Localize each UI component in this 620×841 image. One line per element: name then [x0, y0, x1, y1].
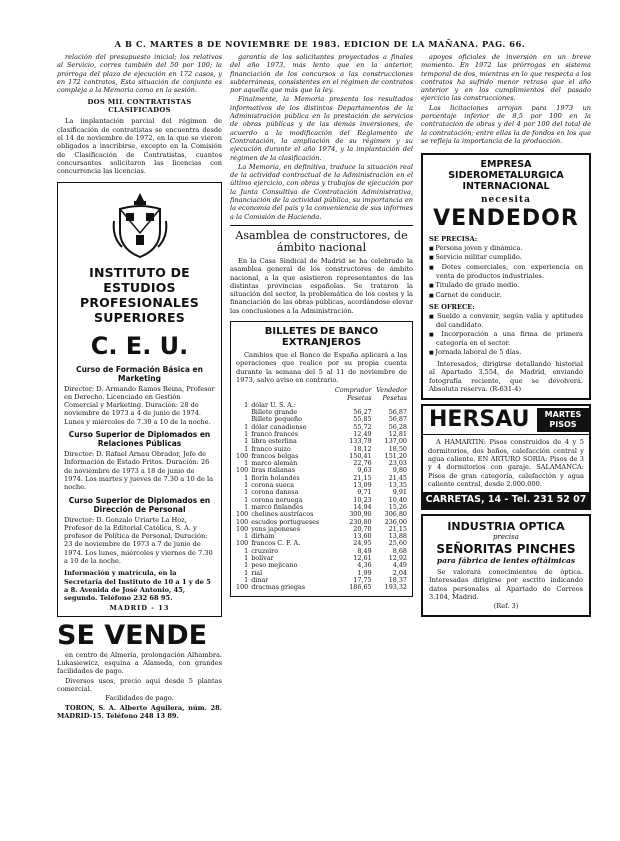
rate-quantity: 1 — [244, 481, 249, 490]
column-header-buy: Comprador — [334, 386, 372, 395]
rate-quantity: 1 — [244, 575, 249, 584]
coat-of-arms-icon — [110, 191, 170, 259]
rate-buy: 55,85 — [353, 415, 372, 424]
section-heading: DOS MIL CONTRATISTAS CLASIFICADOS — [87, 98, 192, 115]
rate-currency: francos belgas — [251, 451, 299, 460]
rate-quantity: 100 — [236, 583, 249, 592]
rate-buy: 24,95 — [353, 539, 372, 548]
rate-currency: corona danesa — [251, 488, 299, 497]
rate-sell: 306,80 — [384, 510, 407, 519]
institute-city: MADRID - 13 — [109, 603, 170, 612]
optica-needs: precisa — [493, 533, 519, 542]
list-item: ■ Incorporación a una firma de primera categoría en el sector. — [429, 330, 583, 348]
bank-notes-box — [230, 321, 413, 597]
rate-currency: peso mejicano — [251, 561, 298, 570]
offers-list — [429, 312, 583, 357]
course-description-marketing: Director: D. Armando Ramos Reina, Profesor en Derecho. Licenciado en Gestión Comercial y Marketing. Duración: 28 de noviembre de 1973 a 4 de junio de 1974. Lunes y miércoles de 7.30 a 10 de la noche. — [64, 384, 215, 426]
list-item: ■ Jornada laboral de 5 días. — [429, 348, 583, 357]
list-item: ■ Sueldo a convenir, según valía y aptitudes del candidato. — [429, 312, 583, 330]
column-3 — [421, 53, 591, 838]
rate-row — [236, 584, 407, 591]
rate-currency: dinar — [251, 575, 269, 584]
rate-sell: 21,15 — [388, 524, 407, 533]
rate-buy: 12,61 — [353, 554, 372, 563]
rate-currency: francos C. F. A. — [251, 539, 301, 548]
rate-buy: 133,79 — [349, 437, 372, 446]
rate-buy: 1,99 — [357, 568, 372, 577]
rate-quantity: 100 — [236, 524, 249, 533]
sale-text-2: Diversos usos, precio aquí desde 5 plantas comercial. — [57, 676, 222, 693]
rate-buy: 4,36 — [357, 561, 372, 570]
rate-quantity: 1 — [244, 568, 249, 577]
ceu-logo-text: C. E. U. — [90, 331, 189, 360]
rate-quantity: 1 — [244, 473, 249, 482]
sale-title: SE VENDE — [57, 619, 208, 651]
rate-quantity: 1 — [244, 561, 249, 570]
rate-currency: franco francés — [251, 429, 298, 438]
bank-title-line2: EXTRANJEROS — [281, 337, 362, 349]
rate-sell: 13,88 — [388, 532, 407, 541]
course-description-relations: Director: D. Rafael Arnau Obrador, Jefe de Información de Estado Fritos. Duración: 26 de noviembre de 1973 a 18 de junio de 1974. Los martes y jueves de 7.30 a 10 de la noche. — [64, 450, 214, 492]
rate-currency: yens japoneses — [251, 524, 300, 533]
rate-quantity — [236, 409, 251, 416]
rate-buy: 56,27 — [353, 408, 372, 417]
optica-for: para fábrica de lentes oftálmicas — [436, 556, 576, 566]
rate-currency: marco finlandés — [251, 502, 304, 511]
institute-name-line2: PROFESIONALES SUPERIORES — [79, 294, 199, 325]
rate-quantity: 1 — [244, 459, 249, 468]
rate-sell: 4,49 — [392, 561, 407, 570]
rate-sell: 56,28 — [388, 422, 407, 431]
rate-sell: 13,35 — [388, 481, 407, 490]
sale-text: en centro de Almería, prolongación Alhambra. Lukasiewicz, esquina a Alameda, con grandes facilidades de pago. — [57, 650, 222, 676]
rate-currency: liras italianas — [251, 466, 295, 475]
rate-buy: 12,49 — [353, 429, 372, 438]
rate-currency: corona noruega — [251, 495, 303, 504]
rate-buy: 18,12 — [353, 444, 372, 453]
rate-buy: 8,49 — [357, 546, 372, 555]
rate-quantity: 100 — [236, 466, 249, 475]
hersau-header — [423, 406, 589, 435]
optica-ref: (Ref. 3) — [493, 602, 519, 611]
rate-sell: 10,40 — [388, 495, 407, 504]
rate-buy: 13,09 — [353, 481, 372, 490]
sale-contact: TORON, S. A. Alberto Aguilera, núm. 28. MADRID-15. Teléfono 248 13 89. — [57, 703, 222, 720]
rate-currency: escudos portugueses — [251, 517, 320, 526]
rate-currency: florín holandés — [251, 473, 300, 482]
institute-name-line1: INSTITUTO DE ESTUDIOS — [89, 264, 190, 295]
sale-advert — [57, 621, 222, 720]
rate-buy: 55,72 — [353, 422, 372, 431]
exchange-rates-table — [236, 387, 407, 591]
rate-sell: 18,37 — [388, 575, 407, 584]
article-paragraph: Las licitaciones arrojan para 1973 un porcentaje inferior de 8,5 por 100 en la contratación de obras y del 4 por 100 del total de la contratación; entre ellas la de fondos en los que se refleja la importancia de la producción. — [421, 103, 591, 145]
rate-quantity: 1 — [244, 546, 249, 555]
rate-currency: bolívar — [251, 554, 274, 563]
rate-buy: 150,41 — [349, 451, 372, 460]
company-name-line2: INTERNACIONAL — [462, 181, 550, 193]
article-paragraph: garantía de los solicitantes proyectados a finales del año 1973, más lento que en la anterior, financiación de los concursos a las construcciones subterráneas, consistentes en el régimen de contratos por aquella que más que la ley. — [230, 53, 413, 95]
hersau-tag — [537, 408, 589, 432]
rate-currency: dólar canadiense — [251, 422, 307, 431]
rate-sell: 12,81 — [388, 429, 407, 438]
rate-sell: 236,00 — [384, 517, 407, 526]
list-item: ■ Carnet de conducir. — [429, 291, 583, 300]
bank-intro: Cambios que el Banco de España aplicará a las operaciones que realice por su propia cuenta durante la semana del 5 al 11 de noviembre de 1973, salvo aviso en contrario. — [236, 351, 407, 384]
rate-currency: dólar U. S. A.: — [251, 400, 296, 409]
hersau-advert — [421, 404, 591, 510]
rate-currency: franco suizo — [251, 444, 291, 453]
rate-sell: 9,91 — [392, 488, 407, 497]
optica-advert — [421, 514, 591, 616]
page-header: A B C. MARTES 8 DE NOVIEMBRE DE 1983. EDICION DE LA MAÑANA. PAG. 66. — [114, 39, 526, 49]
rate-currency: chelines austríacos — [251, 510, 314, 519]
article-paragraph: Finalmente, la Memoria presenta los resultados informativos de los distintos Departamentos de la Administración pública en la prestación de servicios de obras públicas y de las demás inversiones, de acuerdo a la modificación del Reglamento de Contratación, la ampliación de su régimen y su ejecución durante el año 1974, y la implantación del régimen de la clasificación. — [230, 95, 413, 162]
course-title-personnel: Curso Superior de Diplomados en Dirección de Personal — [68, 495, 211, 514]
optica-text: Se valorará conocimientos de óptica. Interesadas dirigirse por escrito indicando datos personales al Apartado de Correos 3.104, Madrid. — [429, 568, 583, 601]
rate-quantity: 100 — [236, 517, 249, 526]
assembly-headline: Asamblea de constructores, de ámbito nacional — [235, 228, 408, 254]
hersau-tag-line2: PISOS — [549, 420, 577, 430]
rate-buy: 300,90 — [349, 510, 372, 519]
rate-sell: 56,87 — [388, 415, 407, 424]
hersau-brand: HERSAU — [429, 407, 530, 433]
rate-quantity: 1 — [244, 488, 249, 497]
rate-buy: 21,15 — [353, 473, 372, 482]
rate-quantity: 100 — [236, 539, 249, 548]
optica-title: INDUSTRIA OPTICA — [447, 520, 565, 534]
rate-quantity: 1 — [244, 437, 249, 446]
rate-buy: 9,71 — [357, 488, 372, 497]
list-item: ■ Persona joven y dinámica. — [429, 244, 583, 253]
rate-sell: 193,32 — [384, 583, 407, 592]
hersau-tag-line1: MARTES — [544, 410, 582, 420]
column-header-sell: Vendedor — [376, 386, 407, 395]
column-2 — [230, 53, 413, 838]
rate-sell: 56,87 — [388, 408, 407, 417]
offers-heading: SE OFRECE: — [429, 303, 475, 312]
rate-currency: Billete pequeño — [251, 415, 303, 424]
rate-quantity: 100 — [236, 451, 249, 460]
rate-sell: 15,26 — [388, 502, 407, 511]
job-apply-text: Interesados, dirigirse detallando historial al Apartado 3.554, de Madrid, enviando fotografía reciente, que se devolverá. Absoluta reserva. (R-631-4) — [429, 360, 583, 394]
rate-sell: 2,04 — [392, 568, 407, 577]
rate-buy: 14,94 — [353, 502, 372, 511]
rate-sell: 8,68 — [392, 546, 407, 555]
article-paragraph: La implantación parcial del régimen de clasificación de contratistas se encuentra desde el 14 de noviembre de 1972, en la que se vieron obligados a inscribirse, excepto en la Comisión de Clasificación de Contratistas, cuantos concursantes solicitaron las licencias con concurrencia las licencias. — [57, 117, 222, 176]
rate-quantity: 1 — [244, 554, 249, 563]
article-paragraph: La Memoria, en definitiva, traduce la situación real de la actividad contractual de la Administración en el último ejercicio, con obras y trabajos de ejecución por la Junta Consultiva de Contratación Administrativa, financiación de la actividad pública, su importancia en la economía del país y la conveniencia de sus informes a la Comisión de Hacienda. — [230, 162, 413, 221]
rate-quantity: 1 — [244, 400, 249, 409]
rate-sell: 12,92 — [388, 554, 407, 563]
requirements-heading: SE PRECISA: — [429, 235, 478, 244]
rate-currency: dracmas griegas — [251, 583, 306, 592]
rate-buy: 10,23 — [353, 495, 372, 504]
rate-currency: corona sueca — [251, 481, 295, 490]
column-1 — [57, 53, 222, 838]
rate-buy: 20,70 — [353, 524, 372, 533]
job-needs: necesita — [481, 195, 531, 206]
course-title-marketing: Curso de Formación Básica en Marketing — [76, 364, 203, 383]
list-item: ■ Servicio militar cumplido. — [429, 253, 583, 262]
rate-buy: 22,76 — [353, 459, 372, 468]
enrollment-info: Información y matrícula, en la Secretaría del Instituto de 10 a 1 y de 5 a 8. Avenida de José Antonio, 45, segundo. Teléfono 232 68 95. — [64, 569, 211, 603]
rate-buy: 186,65 — [349, 583, 372, 592]
rate-currency: dírham — [251, 532, 275, 541]
rate-currency: Billete grande — [251, 408, 298, 417]
rate-quantity: 1 — [244, 502, 249, 511]
course-description-personnel: Director: D. Gonzalo Uriarte La Hoz, Profesor de la Editorial Católica, S. A. y profesor de Política de Personal. Duración: 23 de noviembre de 1973 a 7 de junio de 1974. Los lunes, miércoles y viernes de 7.30 a 10 de la noche. — [64, 515, 213, 566]
job-advert — [421, 153, 591, 400]
rate-currency: cruzeiro — [251, 546, 279, 555]
rate-buy: 9,63 — [357, 466, 372, 475]
bank-title-line1: BILLETES DE BANCO — [264, 326, 379, 338]
rate-sell: 151,20 — [384, 451, 407, 460]
optica-who: SEÑORITAS PINCHES — [436, 542, 576, 557]
rate-sell: 9,80 — [392, 466, 407, 475]
article-continuation: relación del presupuesto inicial; los relativos al Servicio, corres también del 50 por 100; la prórroga del plazo de ejecución en 172 casos, y en 172 contratos, Esta situación de conjunto es compleja a la Memoria como en la sesión. — [57, 53, 222, 95]
list-item: ■ Titulado de grado medio. — [429, 281, 583, 290]
ceu-advert — [57, 182, 222, 617]
company-name-line1: EMPRESA SIDEROMETALURGICA — [448, 159, 564, 182]
rate-quantity: 1 — [244, 444, 249, 453]
unit-label: Pesetas — [347, 393, 372, 402]
rate-currency: rial — [251, 568, 263, 577]
article-paragraph: apoyos oficiales de inversión en un breve momento. En 1972 las prórrogas en sistema temporal de dos, mientras en lo que respecta a los contratos ha sufrido menor retraso que el año anterior y en los cumplimientos del pasado ejercicio las construcciones. — [421, 53, 591, 103]
rate-sell: 137,00 — [384, 437, 407, 446]
rate-quantity: 1 — [244, 429, 249, 438]
rate-sell: 21,45 — [388, 473, 407, 482]
rate-quantity: 100 — [236, 510, 249, 519]
rate-quantity: 1 — [244, 532, 249, 541]
hersau-phone: CARRETAS, 14 - Tel. 231 52 07 — [423, 492, 589, 508]
rate-quantity: 1 — [244, 422, 249, 431]
list-item: ■ Dotes comerciales, con experiencia en venta de productos industriales. — [429, 263, 583, 281]
job-role: VENDEDOR — [433, 206, 579, 232]
rate-quantity: 1 — [244, 495, 249, 504]
hersau-text: A HAMARTIN: Pisos construidos de 4 y 5 dormitorios, dos baños, calefacción central y agua caliente. EN ARTURO SORIA: Pisos de 3 y 4 dormitorios con garaje. SALAMANCA: Pisos de gran categoría, calefacción y agua caliente central, desde 2.000.000. — [428, 438, 584, 488]
assembly-text: En la Casa Sindical de Madrid se ha celebrado la asamblea general de los constructores de ámbito nacional, a la que asistieron representantes de las distintas provincias españolas. Se trataron la situación del sector, la problemática de los costes y la financiación de las obras públicas, acordándose elevar las conclusiones a la Administración. — [230, 256, 413, 315]
course-title-relations: Curso Superior de Diplomados en Relaciones Públicas — [68, 430, 211, 449]
requirements-list — [429, 244, 583, 301]
rate-currency: libra esterlina — [251, 437, 297, 446]
rate-buy: 230,80 — [349, 517, 372, 526]
sale-payment: Facilidades de pago. — [105, 694, 174, 703]
rate-sell: 18,50 — [388, 444, 407, 453]
rate-currency: marco alemán — [251, 459, 298, 468]
rate-sell: 25,60 — [388, 539, 407, 548]
rate-buy: 13,60 — [353, 532, 372, 541]
unit-label: Pesetas — [382, 393, 407, 402]
rate-sell: 23,03 — [388, 459, 407, 468]
rate-buy: 17,75 — [353, 575, 372, 584]
